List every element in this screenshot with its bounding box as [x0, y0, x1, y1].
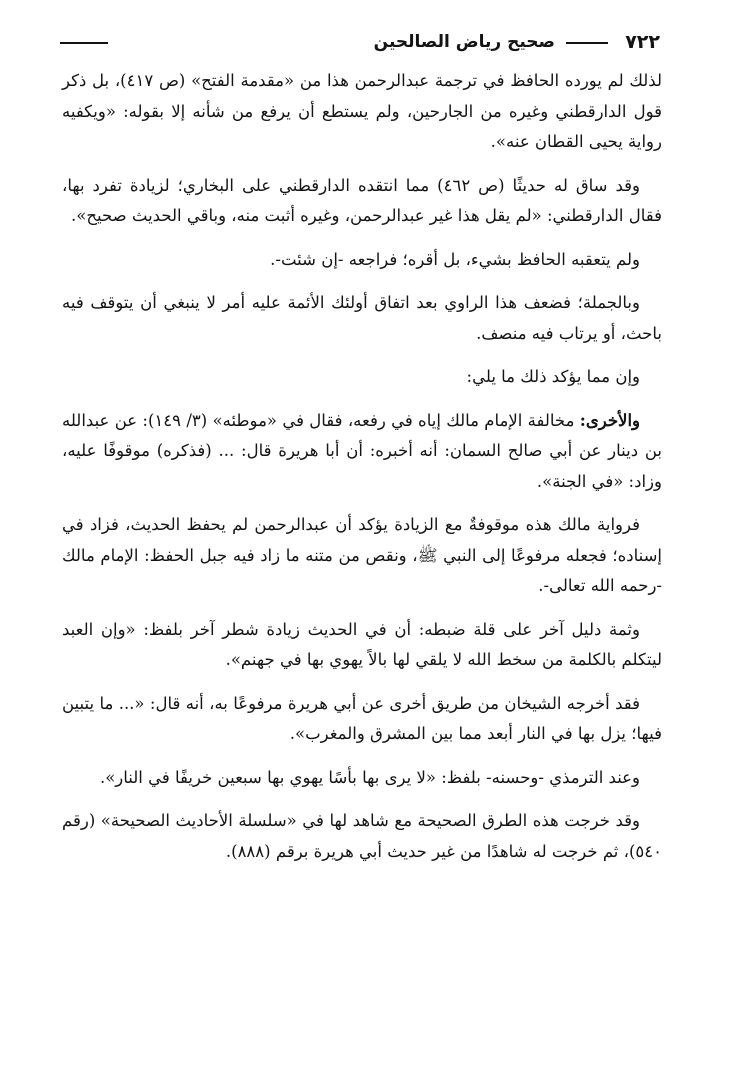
paragraph-text: فقد أخرجه الشيخان من طريق أخرى عن أبي هريرة مرفوعًا به، أنه قال: «... ما يتبين فيها؛ يزل بها في النار أبعد مما بين المشرق والمغرب». — [62, 693, 662, 743]
running-header — [60, 30, 660, 54]
paragraph-text: ولم يتعقبه الحافظ بشيء، بل أقره؛ فراجعه -إن شئت-. — [270, 249, 640, 269]
paragraph — [62, 245, 662, 276]
paragraph-text: وعند الترمذي -وحسنه- بلفظ: «لا يرى بها بأسًا يهوي بها سبعين خريفًا في النار». — [99, 767, 640, 787]
page-number: ٧٢٢ — [625, 31, 660, 53]
paragraph — [62, 66, 662, 158]
paragraph — [62, 689, 662, 750]
paragraph-text: وإن مما يؤكد ذلك ما يلي: — [466, 367, 640, 386]
header-rule-right — [566, 42, 608, 44]
paragraph — [62, 171, 662, 232]
paragraph — [62, 763, 662, 794]
paragraph — [62, 288, 662, 349]
paragraph — [62, 406, 662, 498]
paragraph-text: فرواية مالك هذه موقوفةٌ مع الزيادة يؤكد أن عبدالرحمن لم يحفظ الحديث، فزاد في إسناده؛ فجعله مرفوعًا إلى النبي ﷺ، ونقص من متنه ما زاد فيه جبل الحفظ: الإمام مالك -رحمه الله تعالى-. — [62, 515, 662, 595]
paragraph-text: مخالفة الإمام مالك إياه في رفعه، فقال في «موطئه» (٣/ ١٤٩): عن عبدالله بن دينار عن أبي صالح السمان: أنه أخبره: أن أبا هريرة قال: ... (فذكره) موقوفًا عليه، وزاد: «في الجنة». — [62, 410, 662, 491]
body-text — [62, 66, 662, 880]
header-rule-left — [60, 42, 108, 44]
paragraph-text: وقد خرجت هذه الطرق الصحيحة مع شاهد لها في «سلسلة الأحاديث الصحيحة» (رقم ٥٤٠)، ثم خرجت له شاهدًا من غير حديث أبي هريرة برقم (٨٨٨). — [62, 811, 662, 861]
paragraph-text: وبالجملة؛ فضعف هذا الراوي بعد اتفاق أولئك الأئمة عليه أمر لا ينبغي أن يتوقف فيه باحث، أو يرتاب فيه منصف. — [62, 293, 662, 343]
book-title: صحيح رياض الصالحين — [373, 32, 555, 52]
paragraph — [62, 510, 662, 602]
paragraph — [62, 806, 662, 867]
paragraph-lead: والأخرى: — [579, 410, 641, 430]
paragraph-text: لذلك لم يورده الحافظ في ترجمة عبدالرحمن هذا من «مقدمة الفتح» (ص ٤١٧)، بل ذكر قول الدارقطني وغيره من الجارحين، ولم يستطع أن يرفع من شأنه إلا بقوله: «ويكفيه رواية يحيى القطان عنه». — [62, 71, 662, 151]
paragraph — [62, 362, 662, 393]
paragraph-text: وثمة دليل آخر على قلة ضبطه: أن في الحديث زيادة شطر آخر بلفظ: «وإن العبد ليتكلم بالكلمة من سخط الله لا يلقي لها بالاً يهوي بها في جهنم». — [62, 619, 662, 669]
paragraph-text: وقد ساق له حديثًا (ص ٤٦٢) مما انتقده الدارقطني على البخاري؛ لزيادة تفرد بها، فقال الدارقطني: «لم يقل هذا غير عبدالرحمن، وغيره أثبت منه، وباقي الحديث صحيح». — [62, 175, 662, 225]
paragraph — [62, 615, 662, 676]
